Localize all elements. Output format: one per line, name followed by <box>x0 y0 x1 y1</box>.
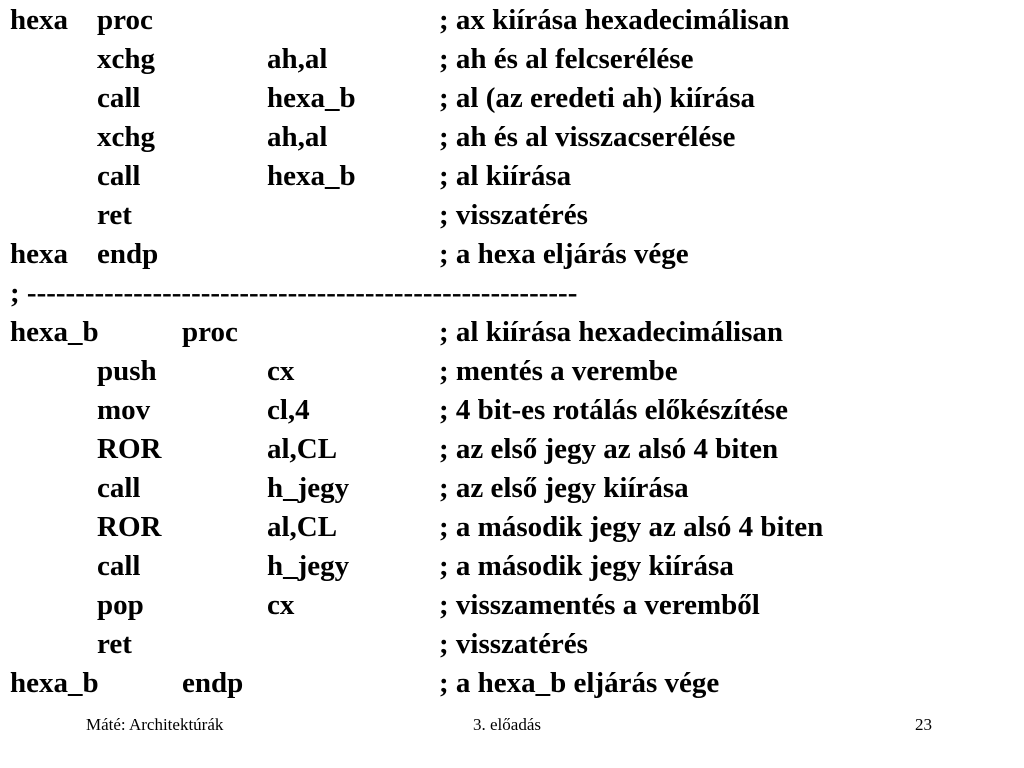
code-line <box>0 391 1024 430</box>
code-comment: ; ah és al felcserélése <box>439 43 694 75</box>
code-instruction: pop <box>97 589 144 621</box>
code-instruction: ret <box>97 199 132 231</box>
code-line <box>0 625 1024 664</box>
code-line <box>0 79 1024 118</box>
code-label: hexa <box>10 238 68 270</box>
code-instruction: call <box>97 82 141 114</box>
separator-comment: ; --------------------------------------------------------- <box>10 277 578 309</box>
slide-number: 23 <box>915 715 932 734</box>
code-comment: ; a második jegy az alsó 4 biten <box>439 511 824 543</box>
code-instruction: call <box>97 550 141 582</box>
code-operand: hexa_b <box>267 160 356 192</box>
code-comment: ; mentés a verembe <box>439 355 678 387</box>
code-comment: ; ah és al visszacserélése <box>439 121 736 153</box>
code-operand: ah,al <box>267 121 328 153</box>
code-line-hexa-endp <box>0 235 1024 274</box>
code-directive: proc <box>182 316 238 348</box>
code-label: hexa_b <box>10 667 99 699</box>
code-operand: cl,4 <box>267 394 310 426</box>
code-line <box>0 586 1024 625</box>
code-operand: al,CL <box>267 433 338 465</box>
code-comment: ; visszatérés <box>439 199 588 231</box>
code-line <box>0 157 1024 196</box>
code-comment: ; a második jegy kiírása <box>439 550 734 582</box>
code-line <box>0 430 1024 469</box>
code-comment: ; az első jegy kiírása <box>439 472 689 504</box>
code-line <box>0 196 1024 235</box>
code-operand: cx <box>267 589 295 621</box>
code-line <box>0 118 1024 157</box>
code-comment: ; 4 bit-es rotálás előkészítése <box>439 394 788 426</box>
code-comment: ; al (az eredeti ah) kiírása <box>439 82 755 114</box>
code-comment: ; az első jegy az alsó 4 biten <box>439 433 779 465</box>
code-comment: ; al kiírása <box>439 160 572 192</box>
footer-author-course: Máté: Architektúrák <box>86 715 224 734</box>
code-instruction: ret <box>97 628 132 660</box>
code-comment: ; a hexa eljárás vége <box>439 238 689 270</box>
code-line <box>0 40 1024 79</box>
code-instruction: xchg <box>97 43 155 75</box>
code-comment: ; visszatérés <box>439 628 588 660</box>
code-label: hexa_b <box>10 316 99 348</box>
code-operand: al,CL <box>267 511 338 543</box>
code-operand: h_jegy <box>267 550 350 582</box>
code-directive: endp <box>97 238 159 270</box>
code-line-hexa-b-endp <box>0 664 1024 703</box>
code-operand: cx <box>267 355 295 387</box>
code-operand: ah,al <box>267 43 328 75</box>
code-instruction: xchg <box>97 121 155 153</box>
code-label: hexa <box>10 4 68 36</box>
code-instruction: ROR <box>97 511 162 543</box>
code-instruction: mov <box>97 394 151 426</box>
code-line <box>0 469 1024 508</box>
code-line <box>0 508 1024 547</box>
code-instruction: call <box>97 160 141 192</box>
footer-lecture: 3. előadás <box>473 715 541 734</box>
code-line-hexa-b-proc <box>0 313 1024 352</box>
code-line-hexa-proc <box>0 1 1024 40</box>
code-comment: ; ax kiírása hexadecimálisan <box>439 4 790 36</box>
code-instruction: ROR <box>97 433 162 465</box>
code-comment: ; visszamentés a veremből <box>439 589 760 621</box>
code-line <box>0 352 1024 391</box>
code-operand: hexa_b <box>267 82 356 114</box>
code-comment: ; a hexa_b eljárás vége <box>439 667 720 699</box>
code-operand: h_jegy <box>267 472 350 504</box>
code-directive: proc <box>97 4 153 36</box>
code-instruction: push <box>97 355 157 387</box>
code-directive: endp <box>182 667 244 699</box>
code-comment: ; al kiírása hexadecimálisan <box>439 316 783 348</box>
code-line <box>0 547 1024 586</box>
code-instruction: call <box>97 472 141 504</box>
